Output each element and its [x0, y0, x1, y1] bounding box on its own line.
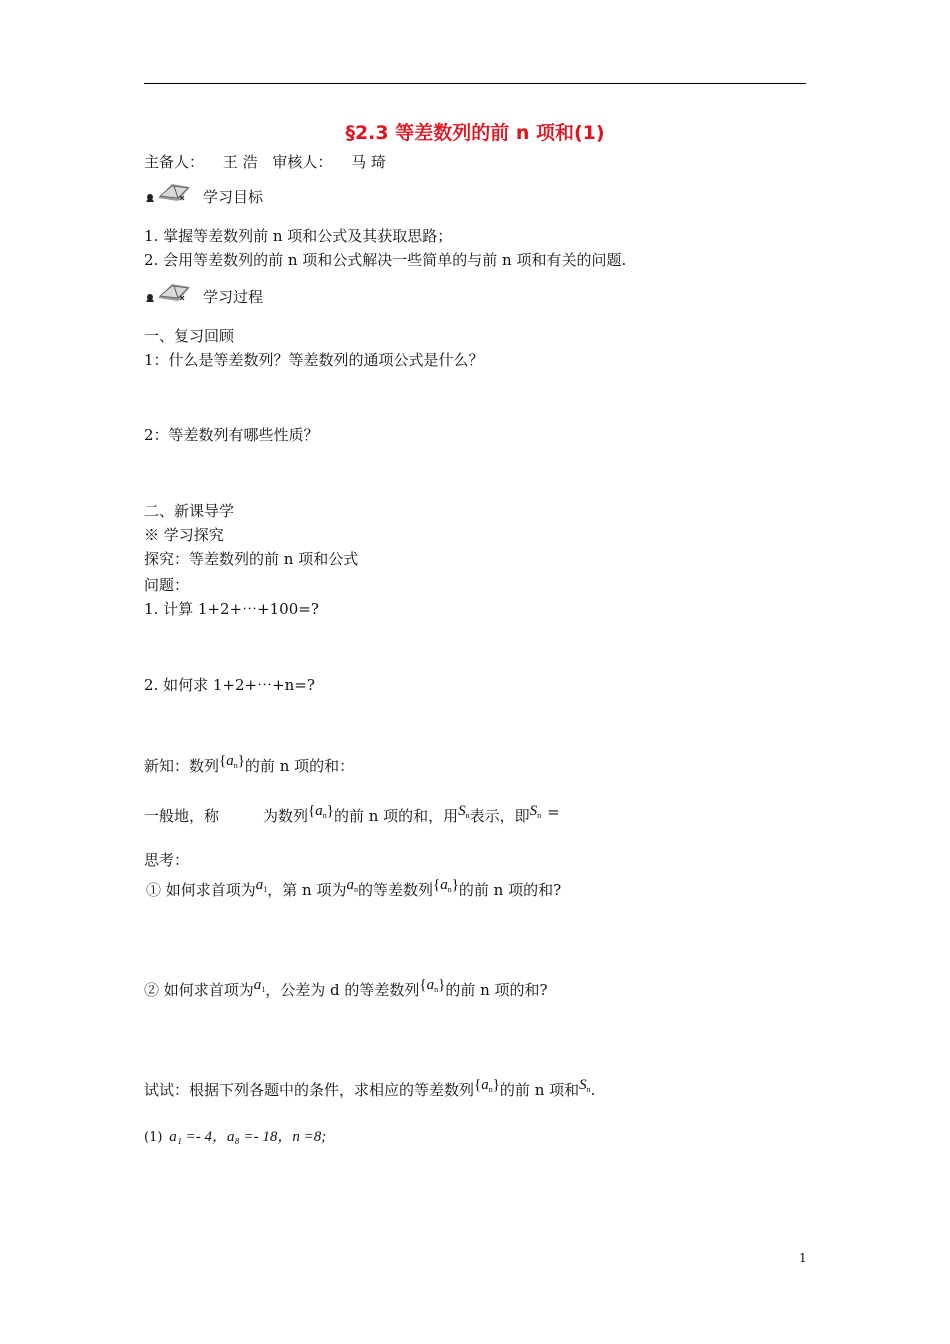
main-author-label: 主备人： — [144, 153, 205, 171]
definition-prefix: 一般地，称 — [144, 807, 220, 825]
exercise-1-label: (1) — [144, 1130, 163, 1145]
book-icon — [144, 178, 194, 204]
question-label: 问题： — [144, 576, 190, 594]
page-title: §2.3 等差数列的前 n 项和(1) — [345, 122, 605, 144]
brace-close: } — [326, 803, 334, 819]
sum-symbol — [530, 803, 542, 819]
goal-2: 2. 会用等差数列的前 n 项和公式解决一些简单的与前 n 项和有关的问题. — [144, 251, 627, 269]
reviewer-name: 马 琦 — [351, 153, 386, 171]
nth-term-letter: a — [346, 877, 354, 893]
definition-mid-1: 为数列 — [263, 807, 309, 825]
sum-subscript: n — [586, 1085, 591, 1094]
sum-symbol — [458, 803, 470, 819]
think1-part-a: ① 如何求首项为 — [146, 881, 256, 899]
definition-mid-2: 的前 n 项的和，用 — [333, 807, 459, 825]
equals-sign: = — [547, 803, 560, 821]
first-term-letter: a — [255, 877, 264, 893]
reviewer-label: 审核人： — [272, 153, 333, 171]
think-question-1 — [146, 877, 562, 903]
try-it-line — [144, 1077, 596, 1103]
explore-topic: 探究：等差数列的前 n 项和公式 — [144, 550, 359, 568]
first-term-subscript: 1 — [261, 985, 266, 994]
question-1: 1. 计算 1+2+⋯+100=? — [144, 600, 319, 618]
think2-part-c: 的前 n 项的和? — [445, 981, 548, 999]
sequence-subscript: n — [447, 885, 452, 894]
review-question-2: 2：等差数列有哪些性质？ — [144, 426, 319, 444]
goal-1: 1. 掌握等差数列前 n 项和公式及其获取思路； — [144, 227, 453, 245]
sequence-symbol: a — [426, 977, 435, 993]
exercise-1-equation: a₁ =- 4，a₈ =- 18，n =8; — [169, 1129, 327, 1145]
sequence-symbol: a — [226, 753, 234, 769]
sum-subscript: n — [537, 811, 542, 820]
definition-line — [144, 803, 560, 829]
sequence-symbol: a — [481, 1077, 489, 1093]
sum-symbol — [579, 1077, 591, 1093]
think2-part-a: ② 如何求首项为 — [144, 981, 254, 999]
definition-mid-3: 表示，即 — [469, 807, 530, 825]
page-number: 1 — [799, 1251, 807, 1265]
try-part-c: . — [590, 1081, 596, 1099]
sequence-subscript: n — [434, 985, 439, 994]
new-knowledge-prefix: 新知：数列 — [144, 757, 220, 775]
brace-open: { — [219, 753, 227, 769]
first-term — [256, 877, 268, 893]
nth-term-subscript: n — [353, 885, 358, 894]
sum-letter: S — [458, 803, 466, 819]
sequence-symbol: a — [315, 803, 323, 819]
author-line — [144, 152, 386, 172]
first-term-letter: a — [253, 977, 262, 993]
sum-letter: S — [579, 1077, 587, 1093]
brace-close: } — [492, 1077, 500, 1093]
brace-open: { — [308, 803, 316, 819]
review-question-1: 1：什么是等差数列？等差数列的通项公式是什么？ — [144, 351, 484, 369]
think-label: 思考： — [144, 851, 190, 869]
goals-heading: 学习目标 — [203, 188, 264, 206]
think1-part-c: 的等差数列 — [357, 881, 433, 899]
sequence-subscript: n — [233, 761, 238, 770]
question-2: 2. 如何求 1+2+⋯+n=? — [144, 676, 315, 694]
think-question-2 — [144, 977, 548, 1003]
think2-part-b: ，公差为 d 的等差数列 — [265, 981, 420, 999]
sequence-subscript: n — [322, 811, 327, 820]
nth-term — [346, 877, 358, 893]
header-rule — [144, 83, 806, 84]
review-heading: 一、复习回顾 — [144, 327, 235, 345]
brace-open: { — [433, 877, 441, 893]
exercise-1 — [144, 1126, 326, 1148]
sequence-term — [315, 803, 327, 819]
sequence-term — [440, 877, 452, 893]
sequence-symbol: a — [440, 877, 448, 893]
book-icon — [144, 278, 194, 304]
brace-open: { — [474, 1077, 482, 1093]
explore-label: ※ 学习探究 — [144, 526, 224, 544]
new-knowledge-suffix: 的前 n 项的和： — [244, 757, 355, 775]
first-term — [254, 977, 266, 993]
try-part-b: 的前 n 项和 — [499, 1081, 580, 1099]
sequence-term — [226, 753, 238, 769]
think1-part-b: ，第 n 项为 — [267, 881, 347, 899]
brace-close: } — [451, 877, 459, 893]
brace-open: { — [419, 977, 427, 993]
new-knowledge-line — [144, 753, 355, 779]
sequence-term — [481, 1077, 493, 1093]
sum-letter: S — [529, 803, 538, 819]
brace-close: } — [438, 977, 446, 993]
process-heading: 学习过程 — [203, 288, 264, 306]
main-author-name: 王 浩 — [222, 153, 258, 171]
think1-part-d: 的前 n 项的和? — [458, 881, 562, 899]
try-part-a: 试试：根据下列各题中的条件，求相应的等差数列 — [144, 1081, 475, 1099]
first-term-subscript: 1 — [263, 885, 268, 894]
sum-subscript: n — [465, 811, 470, 820]
new-lesson-heading: 二、新课导学 — [144, 502, 235, 520]
brace-close: } — [237, 753, 245, 769]
sequence-term — [427, 977, 439, 993]
sequence-subscript: n — [488, 1085, 493, 1094]
